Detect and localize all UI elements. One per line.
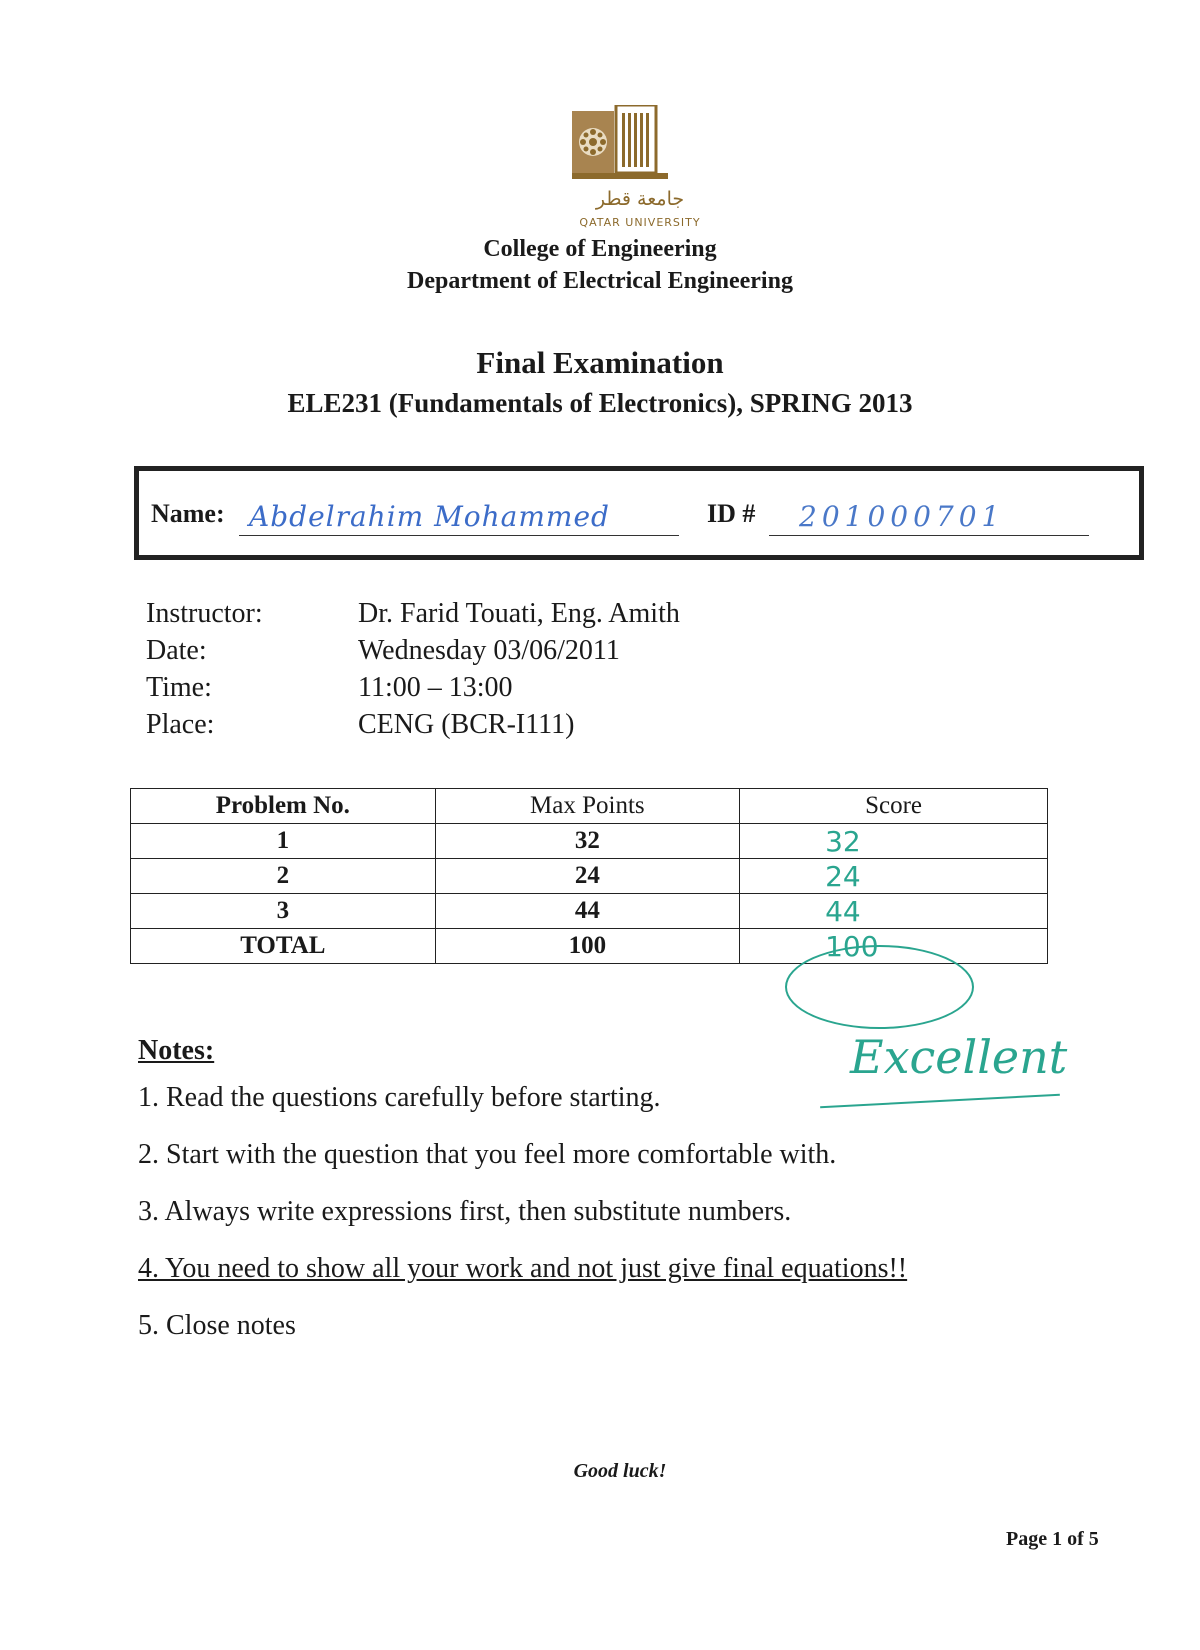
info-row-date — [146, 632, 680, 669]
info-value: CENG (BCR-I111) — [358, 709, 575, 740]
score-cell: 44 — [740, 894, 1048, 929]
info-row-place — [146, 706, 680, 743]
student-info-box — [134, 466, 1144, 560]
name-field — [239, 495, 679, 536]
id-handwritten: 201000701 — [799, 500, 1005, 533]
grader-comment: Excellent — [850, 1030, 1068, 1084]
name-handwritten: Abdelrahim Mohammed — [249, 500, 610, 533]
table-header: Score — [740, 789, 1048, 824]
notes-title: Notes: — [138, 1035, 215, 1066]
max-points-cell: 44 — [435, 894, 739, 929]
table-header: Problem No. — [131, 789, 436, 824]
info-value: 11:00 – 13:00 — [358, 672, 513, 703]
page-number: Page 1 of 5 — [1006, 1528, 1099, 1550]
list-item: 2. Start with the question that you feel more comfortable with. — [138, 1139, 837, 1170]
table-row — [131, 894, 1048, 929]
university-name: QATAR UNIVERSITY — [579, 216, 701, 229]
id-label: ID # — [707, 499, 756, 528]
problem-cell: 3 — [131, 894, 436, 929]
info-key: Place: — [146, 709, 215, 740]
problem-cell: 2 — [131, 859, 436, 894]
list-item: 5. Close notes — [138, 1310, 296, 1341]
exam-info — [146, 595, 680, 743]
total-circle-mark — [785, 945, 974, 1029]
info-value: Dr. Farid Touati, Eng. Amith — [358, 598, 680, 629]
info-key: Instructor: — [146, 598, 263, 629]
total-label-cell: TOTAL — [131, 929, 436, 964]
list-item: 1. Read the questions carefully before starting. — [138, 1082, 661, 1113]
college-name: College of Engineering — [483, 236, 717, 262]
max-points-cell: 32 — [435, 824, 739, 859]
info-value: Wednesday 03/06/2011 — [358, 635, 620, 666]
table-row — [131, 824, 1048, 859]
total-max-cell: 100 — [435, 929, 739, 964]
department-name: Department of Electrical Engineering — [407, 268, 793, 294]
score-table — [130, 788, 1048, 964]
info-row-instructor — [146, 595, 680, 632]
id-field — [769, 495, 1089, 536]
exam-title: Final Examination — [476, 345, 724, 380]
max-points-cell: 24 — [435, 859, 739, 894]
problem-cell: 1 — [131, 824, 436, 859]
university-name-arabic: جامعة قطر — [595, 188, 685, 210]
university-logo-icon — [572, 105, 668, 187]
good-luck-text: Good luck! — [573, 1460, 667, 1482]
course-title: ELE231 (Fundamentals of Electronics), SPRING 2013 — [287, 388, 913, 418]
list-item: 4. You need to show all your work and not just give final equations!! — [138, 1253, 908, 1284]
score-cell: 32 — [740, 824, 1048, 859]
info-row-time — [146, 669, 680, 706]
table-header: Max Points — [435, 789, 739, 824]
notes-list — [138, 1082, 907, 1367]
info-key: Date: — [146, 635, 207, 666]
total-score-cell: 100 — [740, 929, 1048, 964]
table-row — [131, 859, 1048, 894]
info-key: Time: — [146, 672, 212, 703]
list-item: 3. Always write expressions first, then substitute numbers. — [138, 1196, 792, 1227]
table-header-row — [131, 789, 1048, 824]
score-cell: 24 — [740, 859, 1048, 894]
name-label: Name: — [151, 499, 225, 528]
